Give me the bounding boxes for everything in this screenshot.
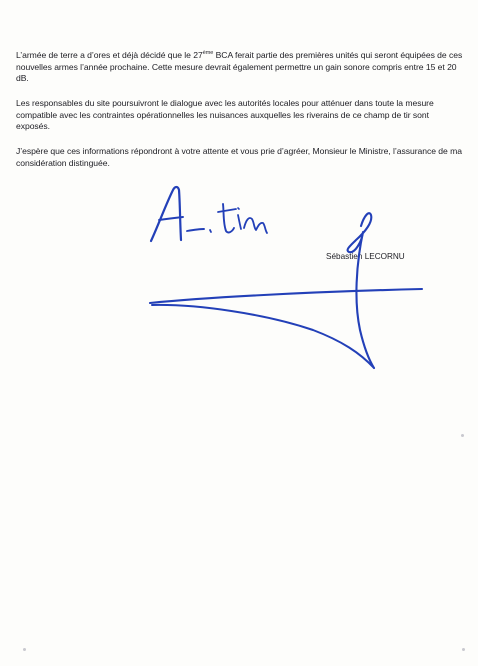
scan-speck xyxy=(461,434,464,437)
handwritten-signature xyxy=(150,213,422,368)
signatory-name: Sébastien LECORNU xyxy=(326,252,405,261)
paragraph-closing: J’espère que ces informations répondront à votre attente et vous prie d’agréer, Monsieur le Ministre, l’assurance de ma considération distinguée. xyxy=(16,146,462,168)
paragraph-weapons xyxy=(16,50,464,85)
paragraph-weapons-text-b: BCA ferait partie des premières unités qui seront équipées de ces nouvelles armes l’année prochaine. Cette mesure devrait également permettre un gain sonore compris entre 15 et 20 dB. xyxy=(16,50,463,84)
handwritten-greeting xyxy=(151,187,267,241)
scan-speck xyxy=(462,648,465,651)
ordinal-superscript: ème xyxy=(202,50,214,57)
paragraph-weapons-text-a: L’armée de terre a d’ores et déjà décidé que le 27 xyxy=(16,50,203,60)
paragraph-dialogue: Les responsables du site poursuivront le dialogue avec les autorités locales pour atténuer dans toute la mesure compatible avec les contraintes opérationnelles les nuisances auxquelles les riverains de ce champ de tir sont exposés. xyxy=(16,98,434,132)
scan-speck xyxy=(23,648,26,651)
